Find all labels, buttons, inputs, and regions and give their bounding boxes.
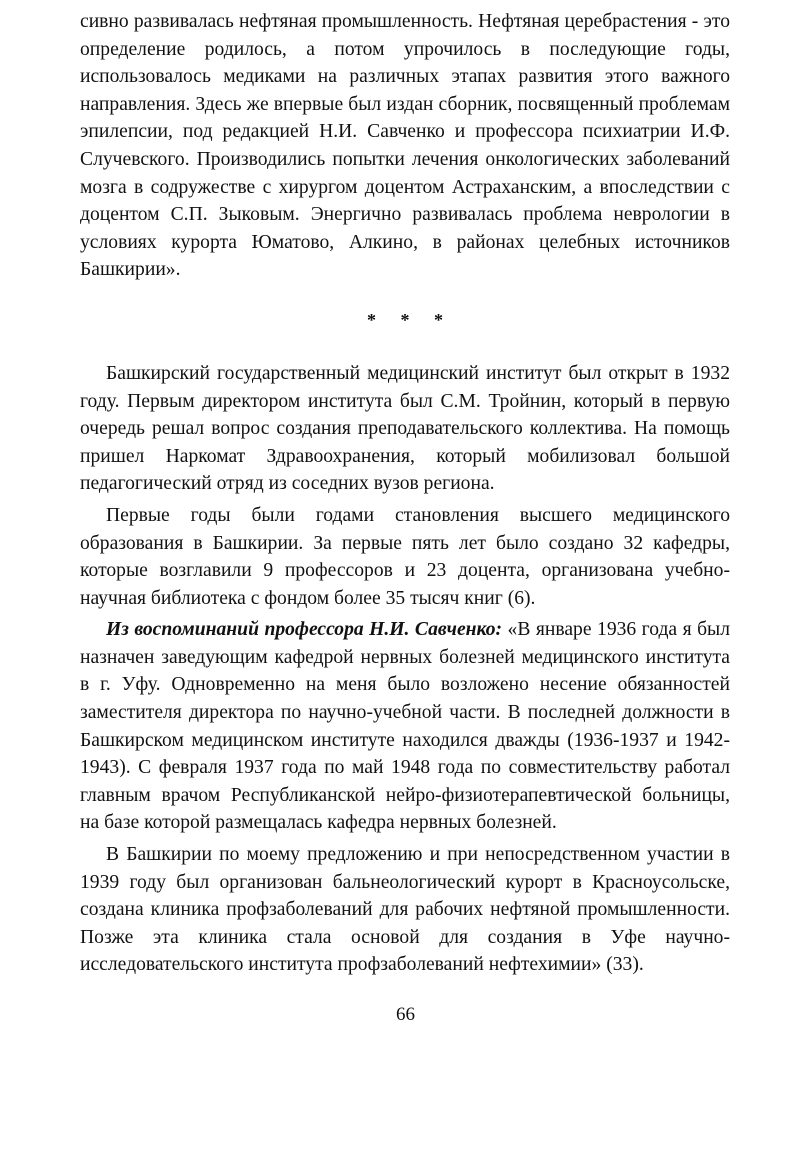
memoir-text: «В январе 1936 года я был назначен заведующим кафедрой нервных болезней медицинского института в г. Уфу. Одновременно на меня было возложено несение обязанностей заместителя директора по научно-учебной части. В последней должности в Башкирском медицинском институте находился дважды (1936-1937 и 1942-1943). С февраля 1937 года по май 1948 года по совместительству работал главным врачом Республиканской нейро-физиотерапевтической больницы, на базе которой размещалась кафедра нервных болезней. [80, 619, 731, 834]
section-body [80, 360, 730, 979]
memoir-lead: Из воспоминаний профессора Н.И. Савченко: [106, 619, 503, 641]
page-number: 66 [396, 1004, 415, 1025]
section-separator: * * * [367, 309, 453, 330]
paragraph-memoir [80, 616, 730, 837]
paragraph-bashkiria-resort: В Башкирии по моему предложению и при непосредственном участии в 1939 году был организован бальнеологический курорт в Красноусольске, создана клиника профзаболеваний для рабочих нефтяной промышленности. Позже эта клиника стала основой для создания в Уфе научно-исследовательского института профзаболеваний нефтехимии» (33). [80, 844, 730, 976]
page-text [80, 8, 730, 983]
paragraph-first-years: Первые годы были годами становления высшего медицинского образования в Башкирии. За первые пять лет было создано 32 кафедры, которые возглавили 9 профессоров и 23 доцента, организована учебно-научная библиотека с фондом более 35 тысяч книг (6). [80, 504, 730, 609]
continuation-paragraph: сивно развивалась нефтяная промышленность. Нефтяная церебрастения - это определение родилось, а потом упрочилось в последующие годы, использовалось медиками на различных этапах развития этого важного направления. Здесь же впервые был издан сборник, посвященный проблемам эпилепсии, под редакцией Н.И. Савченко и профессора психиатрии И.Ф. Случевского. Производились попытки лечения онкологических заболеваний мозга в содружестве с хирургом доцентом Астраханским, а впоследствии с доцентом С.П. Зыковым. Энергично развивалась проблема неврологии в условиях курорта Юматово, Алкино, в районах целебных источников Башкирии». [80, 11, 730, 281]
paragraph-institute-founding: Башкирский государственный медицинский институт был открыт в 1932 году. Первым директором института был С.М. Тройнин, который в первую очередь решал вопрос создания преподавательского коллектива. На помощь пришел Наркомат Здравоохранения, который мобилизовал большой педагогический отряд из соседних вузов региона. [80, 362, 730, 495]
